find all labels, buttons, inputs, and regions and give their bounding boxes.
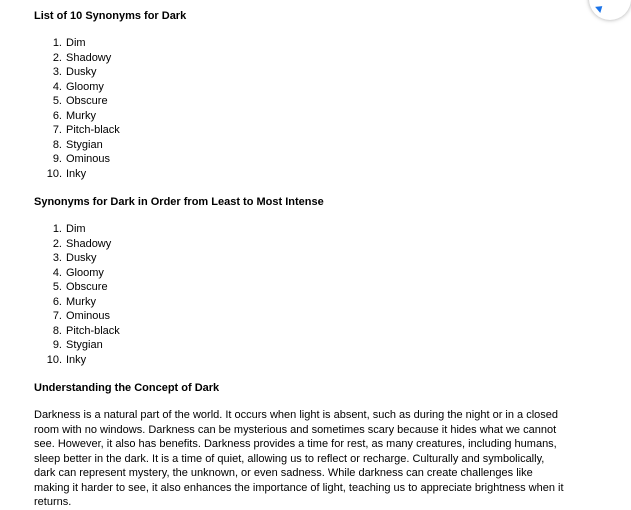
- section-heading-concept: Understanding the Concept of Dark: [34, 382, 220, 394]
- list-item: 6. Murky: [52, 109, 96, 122]
- arrow-icon: [595, 3, 605, 13]
- list-item: 5. Obscure: [52, 281, 108, 294]
- list-item: 3. Dusky: [52, 66, 97, 79]
- concept-paragraph: Darkness is a natural part of the world. It occurs when light is absent, such as during the night or in a closed room with no windows. Darkness can be mysterious and sometimes scary because it hides what we cannot see. However, it also has benefits. Darkness provides a time for rest, as many creatures, including humans, sleep better in the dark. It is a time of quiet, allowing us to reflect or recharge. Culturally and symbolically, dark can represent mystery, the unknown, or even sadness. While darkness can create challenges like making it harder to see, it also enhances the importance of light, teaching us to appreciate brightness when it returns.: [34, 409, 564, 508]
- section-heading-intensity: Synonyms for Dark in Order from Least to Most Intense: [34, 196, 324, 208]
- list-item: 3. Dusky: [52, 252, 97, 265]
- list-item: 10. Inky: [46, 353, 87, 366]
- synonym-list: [34, 36, 120, 181]
- list-item: 7. Pitch-black: [52, 124, 120, 137]
- list-item: 7. Ominous: [52, 310, 111, 323]
- section-heading-synonyms: List of 10 Synonyms for Dark: [34, 10, 187, 22]
- intensity-list: [34, 222, 120, 367]
- list-item: 10. Inky: [46, 167, 87, 180]
- list-item: 1. Dim: [52, 37, 86, 49]
- list-item: 5. Obscure: [52, 95, 108, 108]
- list-item: 2. Shadowy: [52, 237, 112, 250]
- corner-fab[interactable]: [589, 0, 631, 20]
- list-item: 9. Stygian: [52, 339, 103, 352]
- list-item: 6. Murky: [52, 295, 96, 308]
- list-item: 2. Shadowy: [52, 51, 112, 64]
- list-item: 4. Gloomy: [52, 80, 104, 93]
- list-item: 4. Gloomy: [52, 266, 104, 279]
- list-item: 8. Pitch-black: [52, 324, 120, 337]
- list-item: 1. Dim: [52, 223, 86, 235]
- list-item: 9. Ominous: [52, 153, 111, 166]
- list-item: 8. Stygian: [52, 138, 103, 151]
